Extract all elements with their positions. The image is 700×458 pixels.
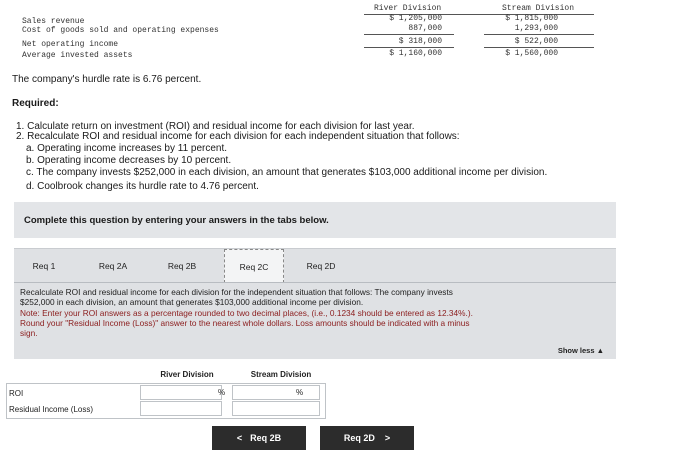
river-residual-income-input[interactable]	[140, 401, 222, 416]
division-data-table	[14, 4, 604, 62]
river-roi-pct: %	[218, 388, 226, 397]
chevron-right-icon: >	[384, 433, 391, 443]
stream-assets: $ 1,560,000	[505, 49, 558, 58]
next-req-button[interactable]	[320, 426, 414, 450]
stream-residual-income-input[interactable]	[232, 401, 320, 416]
row-label-noi: Net operating income	[22, 40, 119, 49]
tabs-panel	[14, 248, 616, 359]
tab-req-2c[interactable]: Req 2C	[224, 249, 284, 283]
panel-note-line-3: sign.	[20, 328, 38, 338]
requirement-2d: d. Coolbrook changes its hurdle rate to 4.76 percent.	[26, 181, 259, 192]
panel-note-line-1: Note: Enter your ROI answers as a percentage rounded to two decimal places, (i.e., 0.1234 should be entered as 12.34%.).	[20, 308, 473, 318]
tab-req-2b[interactable]: Req 2B	[167, 260, 197, 271]
chevron-left-icon: <	[236, 433, 243, 443]
row-label-cogs: Cost of goods sold and operating expenses	[22, 26, 219, 35]
row-label-roi: ROI	[9, 389, 24, 398]
header-stream-division: Stream Division	[502, 4, 575, 13]
river-cogs: 887,000	[408, 24, 442, 33]
requirement-2a: a. Operating income increases by 11 percent.	[26, 143, 228, 154]
river-roi-input[interactable]	[140, 385, 222, 400]
requirement-2c: c. The company invests $252,000 in each division, an amount that generates $103,000 additional income per division.	[26, 167, 548, 178]
requirement-1: 1. Calculate return on investment (ROI) and residual income for each division for last year.	[16, 121, 415, 132]
instruction-text: Complete this question by entering your answers in the tabs below.	[24, 215, 329, 226]
tab-req-1[interactable]: Req 1	[32, 260, 56, 271]
noi-rule-river	[364, 47, 454, 48]
requirement-2b: b. Operating income decreases by 10 percent.	[26, 155, 232, 166]
row-label-residual-income: Residual Income (Loss)	[9, 405, 94, 414]
row-label-sales: Sales revenue	[22, 17, 85, 26]
river-assets: $ 1,160,000	[389, 49, 442, 58]
stream-cogs: 1,293,000	[514, 24, 558, 33]
next-req-label: Req 2D	[343, 433, 375, 443]
show-less-toggle[interactable]: Show less ▲	[557, 346, 604, 355]
stream-roi-input[interactable]	[232, 385, 320, 400]
tab-req-2a[interactable]: Req 2A	[98, 260, 128, 271]
instruction-bar	[14, 202, 616, 238]
stream-noi: $ 522,000	[514, 37, 558, 46]
tab-req-2d[interactable]: Req 2D	[306, 260, 336, 271]
panel-line-1: Recalculate ROI and residual income for each division for the independent situation that follows: The company invests	[20, 287, 453, 297]
hurdle-rate-text: The company's hurdle rate is 6.76 percent.	[12, 74, 202, 85]
answer-header-river: River Division	[160, 370, 214, 379]
stream-roi-pct: %	[296, 388, 304, 397]
row-label-assets: Average invested assets	[22, 51, 133, 60]
noi-rule-stream	[484, 47, 594, 48]
panel-line-2: $252,000 in each division, an amount that generates $103,000 additional income per division.	[20, 297, 364, 307]
tabs-divider	[14, 282, 616, 283]
requirement-2: 2. Recalculate ROI and residual income for each division for each independent situation that follows:	[16, 131, 460, 142]
river-sales: $ 1,205,000	[389, 14, 442, 23]
prev-req-button[interactable]	[212, 426, 306, 450]
prev-req-label: Req 2B	[250, 433, 282, 443]
panel-note-line-2: Round your "Residual Income (Loss)" answer to the nearest whole dollars. Loss amounts should be indicated with a minus	[20, 318, 470, 328]
answer-header-stream: Stream Division	[250, 370, 312, 379]
answer-table	[6, 370, 326, 420]
stream-sales: $ 1,815,000	[505, 14, 558, 23]
header-river-division: River Division	[374, 4, 442, 13]
cogs-rule-river	[364, 34, 454, 35]
required-heading: Required:	[12, 98, 59, 109]
river-noi: $ 318,000	[398, 37, 442, 46]
cogs-rule-stream	[484, 34, 594, 35]
